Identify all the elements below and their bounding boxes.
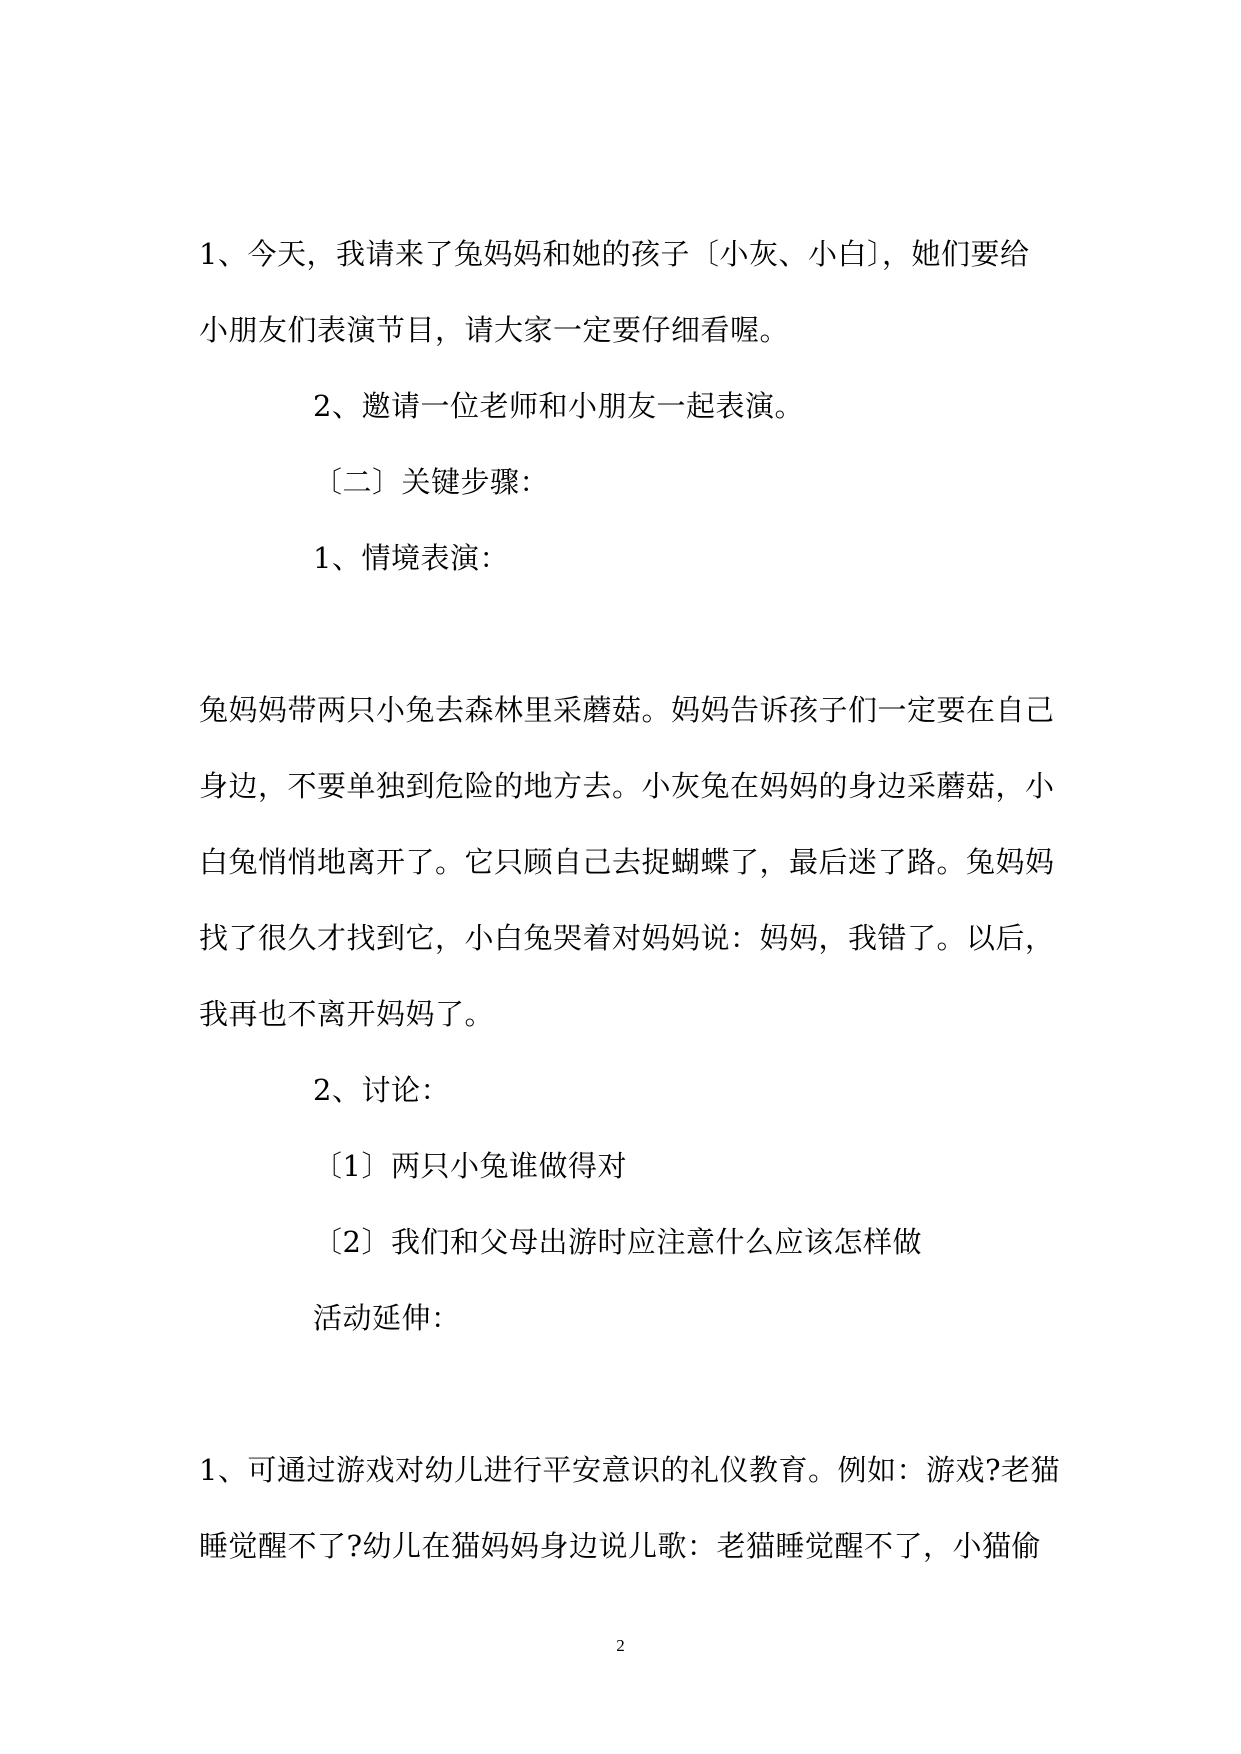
discussion-question-1: 〔1〕两只小兔谁做得对 xyxy=(313,1149,627,1183)
story-line-2: 身边，不要单独到危险的地方去。小灰兔在妈妈的身边采蘑菇，小 xyxy=(199,769,1055,803)
story-line-4: 找了很久才找到它，小白兔哭着对妈妈说：妈妈，我错了。以后， xyxy=(199,921,1055,955)
step-1-title: 1、情境表演： xyxy=(313,541,509,575)
extension-line-1: 1、可通过游戏对幼儿进行平安意识的礼仪教育。例如：游戏?老猫 xyxy=(199,1453,1060,1487)
extension-title: 活动延伸： xyxy=(313,1301,461,1335)
intro-line-1: 1、今天，我请来了兔妈妈和她的孩子〔小灰、小白〕，她们要给 xyxy=(199,237,1030,271)
key-steps-heading: 〔二〕关键步骤： xyxy=(313,465,550,499)
extension-line-2: 睡觉醒不了?幼儿在猫妈妈身边说儿歌：老猫睡觉醒不了，小猫偷 xyxy=(199,1529,1042,1563)
discussion-question-2: 〔2〕我们和父母出游时应注意什么应该怎样做 xyxy=(313,1225,922,1259)
story-line-5: 我再也不离开妈妈了。 xyxy=(199,997,495,1031)
intro-item-2: 2、邀请一位老师和小朋友一起表演。 xyxy=(313,389,804,423)
story-line-1: 兔妈妈带两只小兔去森林里采蘑菇。妈妈告诉孩子们一定要在自己 xyxy=(199,693,1055,727)
page-number: 2 xyxy=(616,1636,625,1655)
discussion-title: 2、讨论： xyxy=(313,1073,450,1107)
story-line-3: 白兔悄悄地离开了。它只顾自己去捉蝴蝶了，最后迷了路。兔妈妈 xyxy=(199,845,1055,879)
intro-line-2: 小朋友们表演节目，请大家一定要仔细看喔。 xyxy=(199,313,790,347)
